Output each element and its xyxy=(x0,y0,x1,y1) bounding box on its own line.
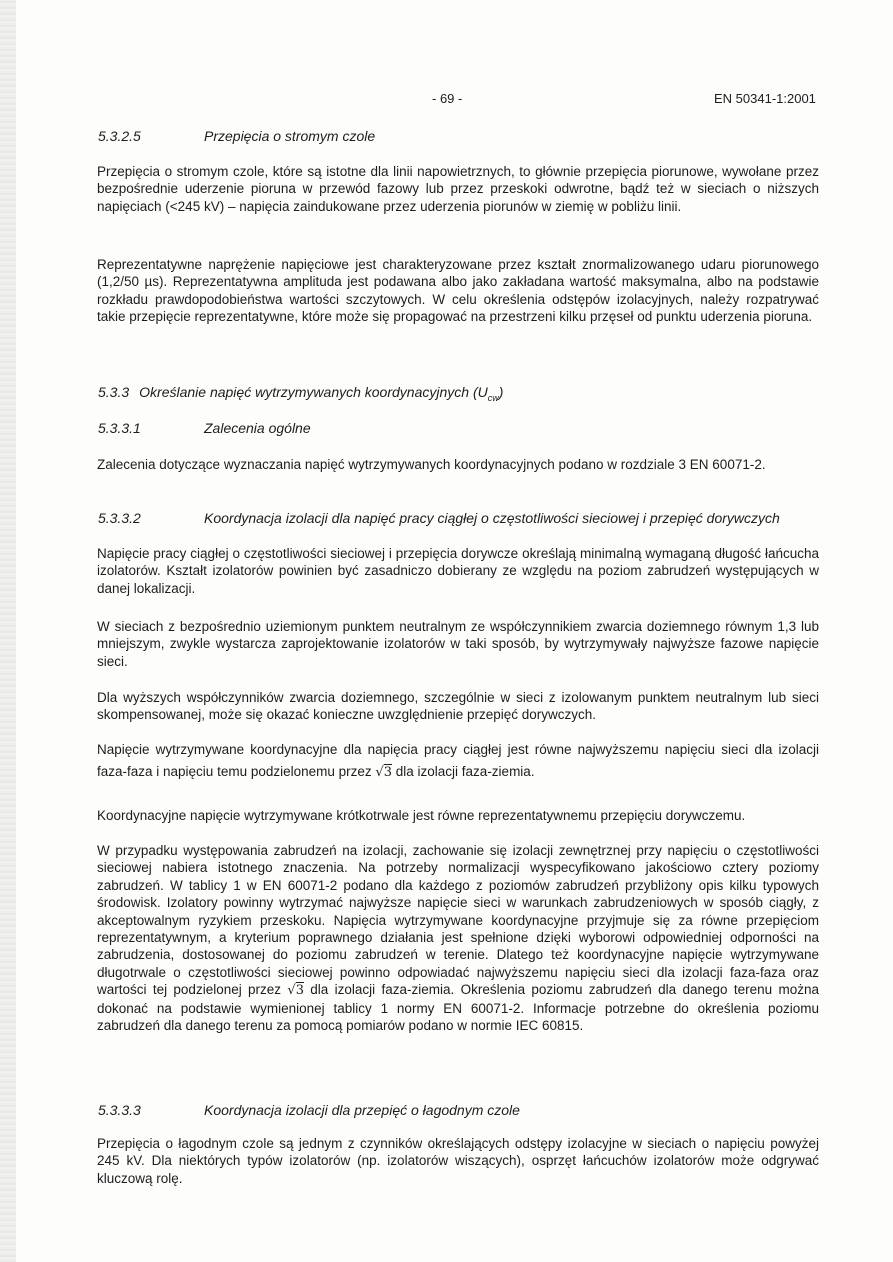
paragraph: W sieciach z bezpośrednio uziemionym punktem neutralnym ze współczynnikiem zwarcia doziemnego równym 1,3 lub mniejszym, zwykle wystarcza zaprojektowanie izolatorów w taki sposób, by wytrzymywały najwyższe fazowe napięcie sieci. xyxy=(97,619,819,669)
paragraph-pollution: W przypadku występowania zabrudzeń na izolacji, zachowanie się izolacji zewnętrznej przy napięciu o częstotliwości sieciowej nabiera istotnego znaczenia. Na potrzeby normalizacji wyspecyfikowano jakościowo cztery poziomy zabrudzeń. W tablicy 1 w EN 60071-2 podano dla każdego z poziomów zabrudzeń przybliżony opis kilku typowych środowisk. Izolatory powinny wytrzymać najwyższe napięcie sieci w warunkach zabrudzeniowych w sposób ciągły, z akceptowalnym ryzykiem przeskoku. Napięcia wytrzymywane koordynacyjne przyjmuje się za równe przepięciom reprezentatywnym, a kryterium poprawnego działania jest spełnione dzięki wyborowi odpowiedniej odporności na zabrudzenia, dostosowanej do poziomu zabrudzeń w terenie. Dlatego też koordynacyjne napięcie wytrzymywane długotrwale o częstotliwości sieciowej powinno odpowiadać najwyższemu napięciu sieci dla izolacji faza-faza oraz wartości tej podzielonej przez √3 dla izolacji faza-ziemia. Określenia poziomu zabrudzeń dla danego terenu można dokonać na podstawie wymienionej tablicy 1 normy EN 60071-2. Informacje potrzebne do określenia poziomu zabrudzeń dla danego terenu za pomocą pomiarów podano w normie IEC 60815. xyxy=(97,843,819,1034)
heading-5-3-3-1 xyxy=(98,420,311,436)
paragraph: Przepięcia o łagodnym czole są jednym z czynników określających odstępy izolacyjne w sieciach o napięciu powyżej 245 kV. Dla niektórych typów izolatorów (np. izolatorów wiszących), osprzęt łańcuchów izolatorów może odgrywać kluczową rolę. xyxy=(97,1136,819,1186)
paragraph-sqrt: Napięcie wytrzymywane koordynacyjne dla napięcia pracy ciągłej jest równe najwyższemu napięciu sieci dla izolacji faza-faza i napięciu temu podzielonemu przez √3 dla izolacji faza-ziemia. xyxy=(97,742,819,780)
scan-edge xyxy=(0,0,16,1262)
heading-number: 5.3.2.5 xyxy=(98,128,141,144)
paragraph: Przepięcia o stromym czole, które są istotne dla linii napowietrznych, to głównie przepięcia piorunowe, wywołane przez bezpośrednie uderzenie pioruna w przewód fazowy lub przez przeskoki odwrotne, bądź też w sieciach o niższych napięciach (<245 kV) – napięcia zaindukowane przez uderzenia piorunów w ziemię w pobliżu linii. xyxy=(97,164,819,214)
heading-number: 5.3.3.3 xyxy=(98,1102,141,1118)
heading-number: 5.3.3 xyxy=(98,384,130,400)
heading-title: Koordynacja izolacji dla przepięć o łagodnym czole xyxy=(204,1102,520,1118)
standard-id: EN 50341-1:2001 xyxy=(714,91,816,106)
paragraph: Zalecenia dotyczące wyznaczania napięć wytrzymywanych koordynacyjnych podano w rozdziale 3 EN 60071-2. xyxy=(97,457,766,472)
page-number: - 69 - xyxy=(432,91,463,106)
sqrt-symbol: √3 xyxy=(287,983,304,999)
paragraph: Napięcie pracy ciągłej o częstotliwości sieciowej i przepięcia dorywcze określają minimalną wymaganą długość łańcucha izolatorów. Kształt izolatorów powinien być zasadniczo dobierany ze względu na poziom zabrudzeń występujących w danej lokalizacji. xyxy=(97,546,819,596)
paragraph: Koordynacyjne napięcie wytrzymywane krótkotrwale jest równe reprezentatywnemu przepięciu dorywczemu. xyxy=(97,808,746,823)
paragraph: Dla wyższych współczynników zwarcia doziemnego, szczególnie w sieci z izolowanym punktem neutralnym lub sieci skompensowanej, może się okazać konieczne uwzględnienie przepięć dorywczych. xyxy=(97,690,819,723)
heading-5-3-3-2 xyxy=(98,510,780,526)
heading-title: Określanie napięć wytrzymywanych koordynacyjnych $(U_{cw})$ xyxy=(139,384,504,403)
heading-5-3-2-5 xyxy=(98,128,376,144)
heading-title: Przepięcia o stromym czole xyxy=(204,128,376,144)
sqrt-symbol: √3 xyxy=(375,765,392,780)
heading-5-3-3-3 xyxy=(98,1102,520,1118)
heading-title: Zalecenia ogólne xyxy=(204,420,311,436)
paragraph: Reprezentatywne naprężenie napięciowe jest charakteryzowane przez kształt znormalizowanego udaru piorunowego (1,2/50 µs). Reprezentatywna amplituda jest podawana albo jako zakładana wartość maksymalna, albo na podstawie rozkładu prawdopodobieństwa wartości szczytowych. W celu określenia odstępów izolacyjnych, należy rozpatrywać takie przepięcie reprezentatywne, które może się propagować na przestrzeni kilku przęseł od punktu uderzenia pioruna. xyxy=(97,257,819,325)
heading-5-3-3 xyxy=(98,384,503,403)
heading-number: 5.3.3.1 xyxy=(98,420,141,436)
heading-title: Koordynacja izolacji dla napięć pracy ciągłej o częstotliwości sieciowej i przepięć dorywczych xyxy=(204,510,780,526)
subscript-cw: cw xyxy=(487,392,499,403)
heading-number: 5.3.3.2 xyxy=(98,510,141,526)
